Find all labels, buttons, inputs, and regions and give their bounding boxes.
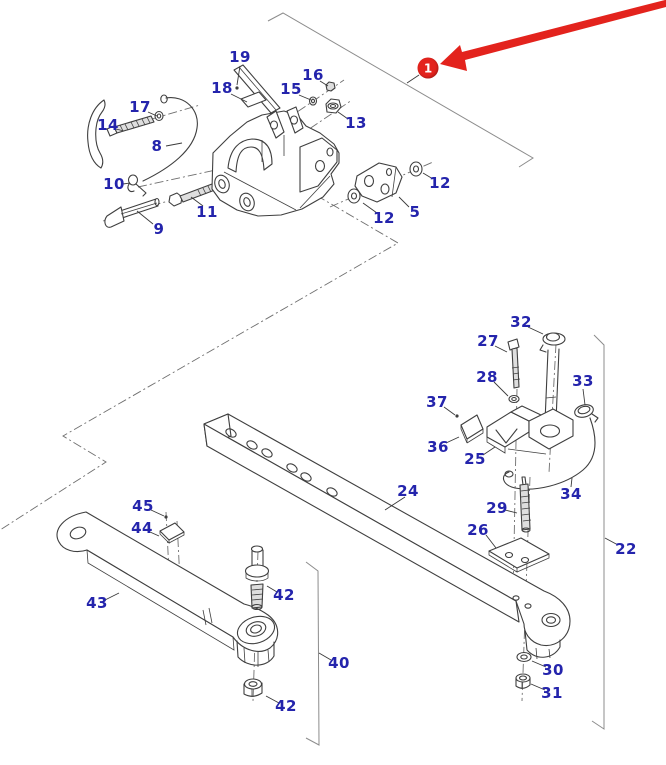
pin-9: [105, 199, 159, 228]
pin-37: [455, 414, 458, 417]
nut-31: [516, 674, 530, 689]
flange-bracket: [88, 100, 105, 168]
casting-body: [212, 107, 339, 216]
part-number-label: 30: [542, 661, 564, 679]
nut-13: [326, 99, 341, 113]
part-number-label: 22: [615, 540, 637, 558]
part-number-label: 27: [477, 332, 499, 350]
washer-12-left: [348, 189, 360, 203]
part-number-label: 5: [409, 203, 421, 221]
part-number-label: 24: [397, 482, 419, 500]
part-number-label: 32: [510, 313, 532, 331]
washer-12-right: [410, 162, 422, 176]
part-number-label: 42: [275, 697, 297, 715]
part-number-label: 13: [345, 114, 367, 132]
part-number-label: 14: [97, 116, 119, 134]
part-number-label: 12: [373, 209, 395, 227]
bracket-5: [355, 163, 402, 202]
part-number-label: 34: [560, 485, 582, 503]
part-number-label: 28: [476, 368, 498, 386]
part-number-label: 9: [153, 220, 165, 238]
part-number-label: 29: [486, 499, 508, 517]
part-number-label: 17: [129, 98, 151, 116]
part-number-label: 45: [132, 497, 154, 515]
part-number-label: 26: [467, 521, 489, 539]
callout-balloon[interactable]: 1: [418, 58, 439, 79]
bolt-27: [508, 339, 520, 388]
part-number-label: 10: [103, 175, 125, 193]
plate-18: [234, 65, 280, 113]
part-number-label: 25: [464, 450, 486, 468]
part-number-label: 44: [131, 519, 153, 537]
pin-45: [164, 515, 167, 518]
part-number-label: 40: [328, 654, 350, 672]
part-number-label: 36: [427, 438, 449, 456]
part-number-label: 12: [429, 174, 451, 192]
part-number-label: 42: [273, 586, 295, 604]
plate-36: [461, 415, 483, 443]
part-number-label: 16: [302, 66, 324, 84]
washer-30: [517, 653, 531, 662]
part-number-label: 33: [572, 372, 594, 390]
support-casting-group: [88, 65, 422, 227]
cap-33: [573, 403, 598, 422]
part-number-label: 18: [211, 79, 233, 97]
part-number-label: 11: [196, 203, 218, 221]
support-block-25: [487, 406, 573, 454]
pin-19: [235, 86, 238, 89]
part-number-label: 31: [541, 684, 563, 702]
pivot-pin-42: [246, 546, 269, 610]
washer-28: [509, 396, 519, 403]
part-number-label: 43: [86, 594, 108, 612]
nut-16: [326, 82, 335, 91]
washer-15: [310, 97, 317, 105]
part-number-label: 37: [426, 393, 448, 411]
part-number-label: 8: [151, 137, 163, 155]
key-44: [160, 523, 184, 543]
part-number-label: 19: [229, 48, 251, 66]
pointer-arrow: [440, 0, 666, 71]
part-number-label: 15: [280, 80, 302, 98]
